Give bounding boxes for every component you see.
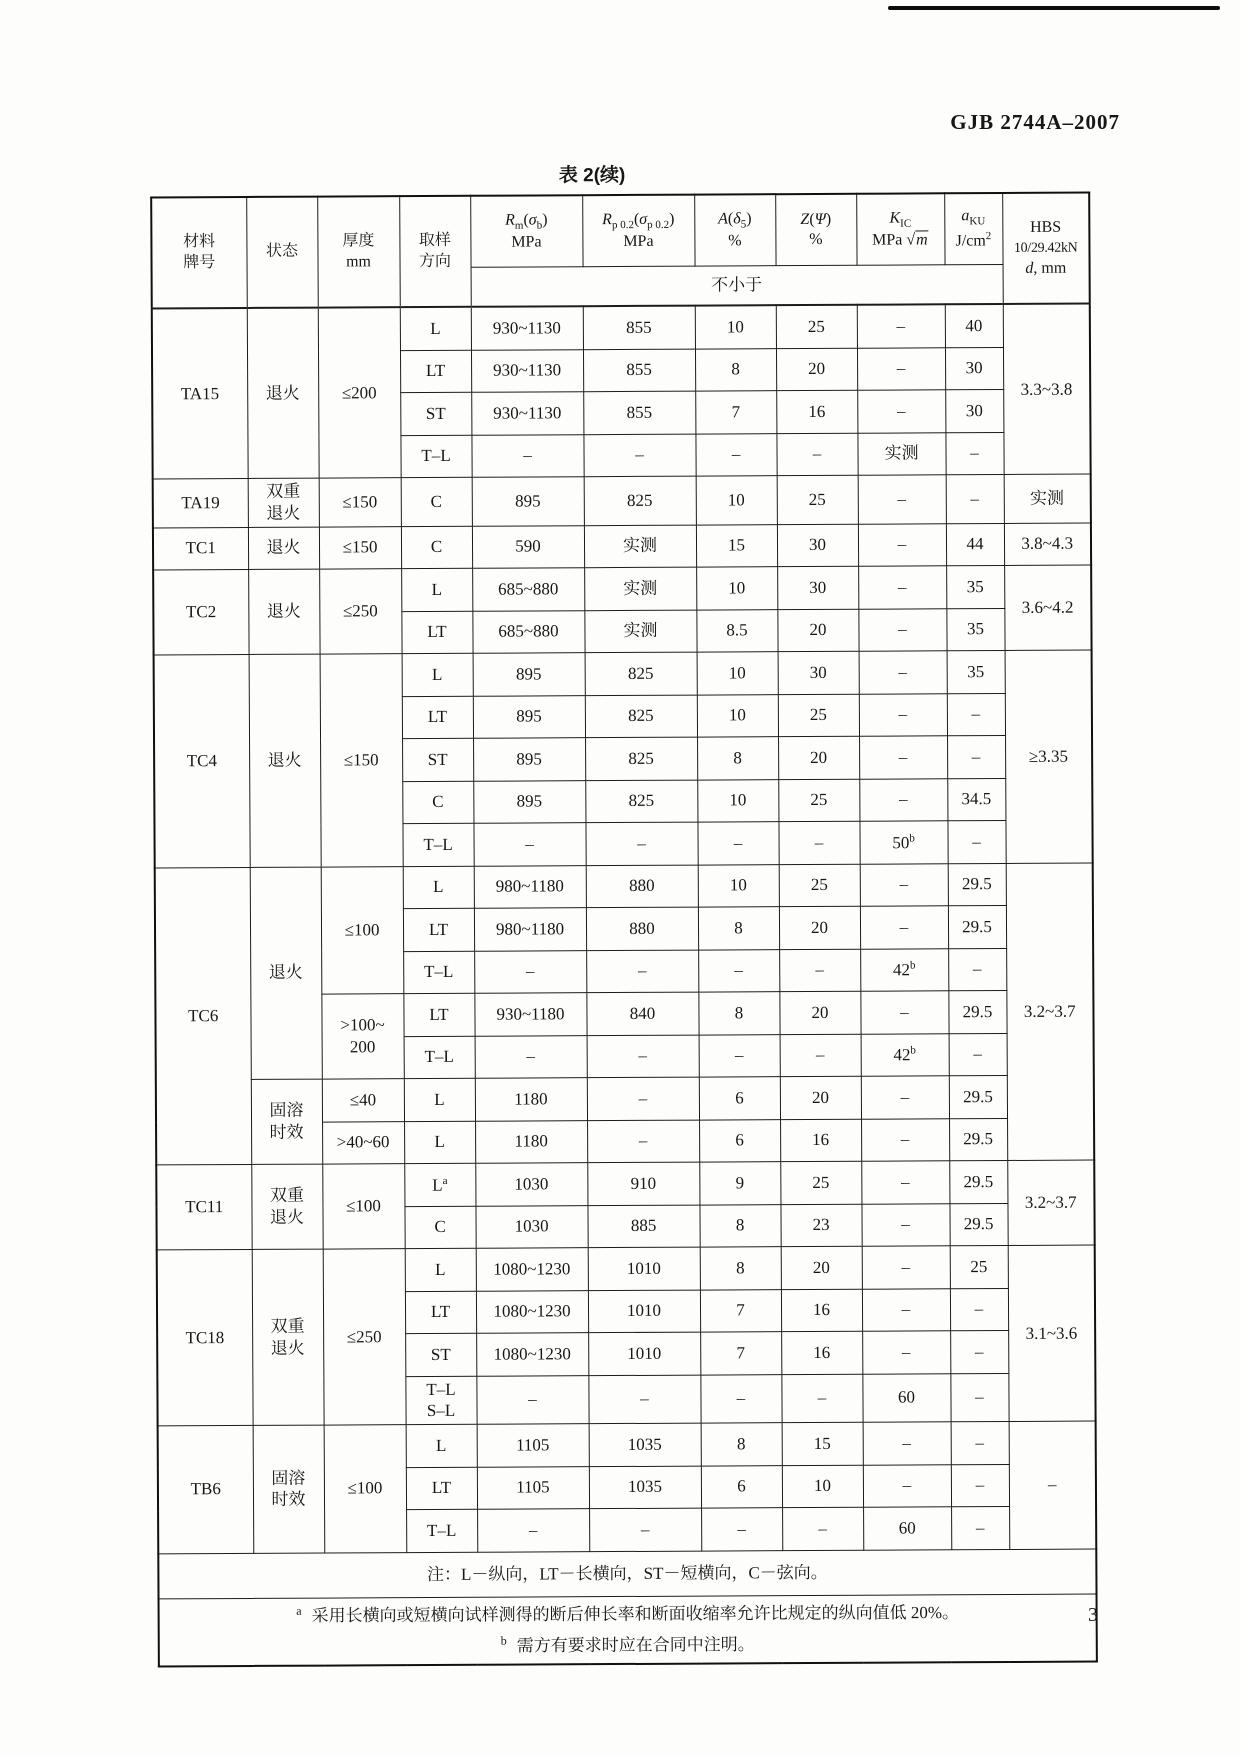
table-cell: 685~880	[472, 610, 584, 653]
table-cell: 10	[697, 779, 778, 822]
table-cell: 8	[698, 992, 779, 1035]
table-cell: ≤150	[319, 526, 401, 569]
table-cell: C	[404, 1206, 475, 1249]
table-cell: T–L S–L	[405, 1376, 476, 1425]
table-cell: 23	[780, 1204, 861, 1247]
table-cell: 3.2~3.7	[1006, 863, 1095, 1161]
table-cell: 1105	[477, 1466, 589, 1509]
table-cell: LT	[406, 1467, 477, 1510]
table-cell: –	[948, 948, 1006, 991]
table-cell: 25	[776, 305, 857, 348]
table-cell: 实测	[1004, 474, 1091, 523]
footnote-b	[161, 1627, 1095, 1663]
table-cell: 7	[700, 1332, 781, 1375]
table-cell: LT	[403, 993, 474, 1036]
page-number: 3	[1088, 1604, 1098, 1626]
table-cell: 退火	[248, 569, 319, 654]
table-cell: 44	[946, 523, 1004, 566]
table-cell: 10	[696, 476, 777, 525]
table-cell: –	[857, 347, 945, 390]
table-row	[154, 650, 1092, 697]
table-cell: 825	[585, 780, 697, 823]
table-cell: 8	[695, 348, 776, 391]
table-cell: 25	[778, 779, 859, 822]
table-cell: 16	[780, 1119, 861, 1162]
table-cell: 29.5	[949, 1203, 1007, 1246]
table-cell: ST	[400, 392, 471, 435]
table-cell: 685~880	[472, 568, 584, 611]
table-cell: LT	[403, 908, 474, 951]
table-cell: –	[863, 1422, 951, 1465]
table-cell: 590	[472, 525, 584, 568]
table-cell: –	[781, 1374, 862, 1423]
table-cell: –	[857, 390, 945, 433]
table-cell: ST	[405, 1333, 476, 1376]
table-cell: ≤250	[323, 1249, 406, 1425]
table-cell: TB6	[158, 1425, 254, 1553]
table-cell: 25	[780, 1161, 861, 1204]
table-row	[153, 474, 1091, 527]
table-cell: 20	[778, 736, 859, 779]
table-cell: –	[589, 1508, 701, 1551]
table-cell: C	[401, 526, 472, 569]
table-cell: –	[779, 949, 860, 992]
table-cell: –	[700, 1374, 781, 1423]
table-cell: 退火	[248, 527, 319, 570]
table-cell: L	[401, 568, 472, 611]
table-cell: –	[862, 1331, 950, 1374]
table-cell: 16	[776, 390, 857, 433]
table-cell: –	[947, 735, 1005, 778]
table-cell: LT	[401, 611, 472, 654]
table-cell: 855	[583, 391, 695, 434]
table-cell: 60	[862, 1373, 950, 1422]
standard-number: GJB 2744A–2007	[950, 110, 1120, 134]
table-block	[150, 158, 1098, 1668]
table-cell: T–L	[406, 1509, 477, 1552]
table-cell: 35	[946, 608, 1004, 651]
table-cell: –	[860, 991, 948, 1034]
table-row	[158, 1421, 1096, 1468]
table-cell: 825	[584, 476, 696, 525]
table-cell: 855	[583, 306, 695, 350]
table-cell: –	[476, 1375, 588, 1424]
table-cell: 3.6~4.2	[1004, 565, 1091, 650]
table-cell: 15	[782, 1422, 863, 1465]
footnote-row	[159, 1594, 1097, 1667]
table-cell: 实测	[857, 432, 945, 475]
table-cell: –	[950, 1288, 1008, 1331]
table-cell: 双重 退火	[252, 1249, 324, 1425]
table-cell: 25	[778, 694, 859, 737]
table-cell: 1010	[588, 1332, 700, 1375]
table-cell: –	[945, 432, 1003, 475]
table-cell: –	[477, 1509, 589, 1552]
table-cell: 15	[696, 524, 777, 567]
footnote-a	[161, 1596, 1095, 1632]
table-cell: 退火	[250, 867, 322, 1080]
col-header-reduction: Z(Ψ) %	[775, 194, 856, 266]
table-cell: –	[859, 693, 947, 736]
table-cell: 3.1~3.6	[1008, 1245, 1096, 1421]
table-cell: –	[950, 1330, 1008, 1373]
table-cell: 29.5	[949, 1118, 1007, 1161]
col-header-aku: $a_{KU}$ $J/cm^2$	[944, 193, 1002, 265]
table-cell: 29.5	[949, 1075, 1007, 1118]
table-cell: 固溶 时效	[251, 1079, 322, 1164]
table-cell: –	[587, 1120, 699, 1163]
table-cell: TA19	[153, 478, 248, 527]
table-cell: –	[778, 821, 859, 864]
table-cell: T–L	[400, 435, 471, 478]
table-cell: –	[699, 1034, 780, 1077]
table-cell: 7	[700, 1289, 781, 1332]
table-cell: 35	[946, 565, 1004, 608]
table-cell: 825	[585, 695, 697, 738]
table-cell: 910	[587, 1162, 699, 1205]
col-header-sampling-direction: 取样 方向	[399, 196, 471, 307]
table-cell: –	[858, 475, 946, 524]
table-cell: 实测	[584, 525, 696, 568]
table-cell: 固溶 时效	[253, 1425, 325, 1553]
table-cell: L	[405, 1248, 476, 1291]
table-row	[153, 565, 1091, 612]
footnote-b-text: 需方有要求时应在合同中注明。	[516, 1634, 755, 1655]
table-cell: 双重 退火	[248, 478, 319, 527]
table-notes	[158, 1549, 1097, 1667]
table-cell: –	[858, 566, 946, 609]
col-header-rp02: $R_{p 0.2}(\sigma_{p 0.2})$ MPa	[582, 195, 694, 267]
table-cell: 895	[473, 738, 585, 781]
table-cell: 10	[697, 694, 778, 737]
table-cell: 20	[780, 1076, 861, 1119]
table-cell: ≥3.35	[1005, 650, 1093, 863]
table-cell: –	[474, 950, 586, 993]
table-cell: 实测	[584, 610, 696, 653]
table-cell: 880	[586, 865, 698, 908]
table-cell: 50$^b$	[859, 821, 947, 864]
table-row	[155, 863, 1093, 910]
table-cell: ≤100	[321, 866, 404, 994]
table-header	[151, 193, 1090, 309]
table-cell: 42$^b$	[860, 948, 948, 991]
table-cell: –	[1009, 1421, 1097, 1549]
table-cell: C	[402, 781, 473, 824]
table-cell: TC6	[155, 867, 252, 1165]
table-cell: 1080~1230	[476, 1333, 588, 1376]
table-cell: L	[404, 1121, 475, 1164]
footnote-a-marker: a	[296, 1603, 302, 1618]
table-cell: –	[862, 1246, 950, 1289]
table-cell: –	[585, 822, 697, 865]
table-cell: 25	[779, 864, 860, 907]
table-cell: –	[860, 906, 948, 949]
table-cell: 930~1130	[471, 349, 583, 392]
table-cell: 9	[699, 1162, 780, 1205]
table-cell: ≤100	[324, 1425, 407, 1553]
col-header-hbs: HBS 10/29.42kN d, mm	[1002, 193, 1090, 304]
table-cell: –	[863, 1464, 951, 1507]
table-cell: –	[857, 304, 945, 347]
table-cell: 8	[698, 907, 779, 950]
table-cell: 930~1130	[471, 306, 583, 350]
table-cell: 16	[781, 1331, 862, 1374]
table-cell: TC2	[153, 569, 248, 654]
table-cell: –	[859, 778, 947, 821]
table-cell: 35	[947, 650, 1005, 693]
table-cell: 25	[777, 475, 858, 524]
table-cell: 895	[473, 653, 585, 696]
table-cell: –	[949, 1033, 1007, 1076]
table-cell: L	[404, 1078, 475, 1121]
table-cell: 退火	[247, 308, 319, 479]
col-header-elongation: $A(\delta_5)$ %	[694, 194, 775, 266]
table-cell: 825	[585, 652, 697, 695]
table-cell: –	[782, 1507, 863, 1550]
table-cell: ≤40	[322, 1079, 404, 1122]
table-cell: 3.8~4.3	[1004, 523, 1091, 566]
table-cell: –	[776, 433, 857, 476]
table-cell: 1180	[475, 1078, 587, 1121]
table-cell: –	[586, 950, 698, 993]
table-cell: 7	[695, 391, 776, 434]
table-cell: 10	[782, 1465, 863, 1508]
table-cell: 42$^b$	[861, 1033, 949, 1076]
table-cell: 880	[586, 907, 698, 950]
table-cell: 60	[863, 1507, 951, 1550]
table-cell: 1010	[588, 1247, 700, 1290]
table-cell: 30	[945, 347, 1003, 390]
table-cell: 双重 退火	[251, 1164, 322, 1249]
table-cell: 1035	[589, 1466, 701, 1509]
table-cell: 20	[776, 348, 857, 391]
table-cell: –	[862, 1288, 950, 1331]
table-cell: –	[861, 1076, 949, 1119]
table-cell: –	[858, 523, 946, 566]
table-cell: –	[860, 863, 948, 906]
table-cell: –	[947, 820, 1005, 863]
table-cell: 30	[945, 389, 1003, 432]
table-cell: –	[587, 1077, 699, 1120]
table-cell: LT	[405, 1291, 476, 1334]
table-row	[156, 1075, 1094, 1122]
table-cell: 实测	[584, 567, 696, 610]
table-cell: 10	[695, 305, 776, 348]
table-cell: 8.5	[696, 609, 777, 652]
table-cell: 30	[778, 651, 859, 694]
col-header-condition: 状态	[246, 197, 318, 308]
table-note: 注：L－纵向，LT－长横向，ST－短横向，C－弦向。	[158, 1549, 1096, 1599]
table-cell: –	[947, 693, 1005, 736]
table-cell: 6	[699, 1119, 780, 1162]
table-cell: 20	[779, 906, 860, 949]
table-cell: 30	[777, 566, 858, 609]
table-cell: 895	[473, 695, 585, 738]
table-cell: 1030	[475, 1205, 587, 1248]
table-cell: –	[697, 822, 778, 865]
subheader-not-less-than: 不小于	[471, 264, 1003, 306]
table-cell: 29.5	[949, 1160, 1007, 1203]
table-cell: 855	[583, 349, 695, 392]
table-cell: L	[403, 866, 474, 909]
table-cell: LT	[400, 350, 471, 393]
top-rule	[888, 6, 1220, 10]
table-title: 表 2(续)	[558, 164, 626, 187]
table-cell: –	[861, 1118, 949, 1161]
table-cell: 20	[777, 609, 858, 652]
table-cell: –	[946, 474, 1004, 523]
table-cell: 1035	[589, 1423, 701, 1466]
col-header-material-grade: 材料 牌号	[151, 197, 247, 308]
table-cell: 6	[701, 1465, 782, 1508]
table-cell: 20	[779, 991, 860, 1034]
table-cell: 930~1130	[471, 392, 583, 435]
table-cell: 8	[699, 1204, 780, 1247]
table-cell: 10	[697, 652, 778, 695]
table-cell: T–L	[402, 823, 473, 866]
table-cell: TC1	[153, 527, 248, 570]
table-cell: 10	[696, 567, 777, 610]
table-row	[153, 523, 1091, 570]
table-cell: 1105	[477, 1424, 589, 1467]
table-cell: 825	[585, 737, 697, 780]
table-cell: –	[698, 949, 779, 992]
table-cell: TC4	[154, 654, 250, 867]
table-cell: –	[858, 608, 946, 651]
table-cell: $L^a$	[404, 1163, 475, 1206]
table-cell: 退火	[249, 654, 321, 867]
material-properties-table	[150, 192, 1098, 1668]
table-cell: T–L	[404, 1036, 475, 1079]
table-cell: L	[400, 307, 471, 350]
table-cell: –	[861, 1161, 949, 1204]
table-cell: 1180	[475, 1120, 587, 1163]
table-cell: L	[402, 653, 473, 696]
table-cell: LT	[402, 696, 473, 739]
table-cell: 1010	[588, 1290, 700, 1333]
table-row	[152, 304, 1090, 352]
table-header-row	[151, 193, 1089, 269]
table-cell: >100~ 200	[321, 994, 403, 1079]
table-cell: T–L	[403, 951, 474, 994]
col-header-thickness: 厚度 mm	[317, 196, 400, 307]
table-cell: 6	[699, 1077, 780, 1120]
table-cell: –	[951, 1506, 1009, 1549]
table-row	[157, 1245, 1095, 1292]
table-cell: 29.5	[948, 863, 1006, 906]
table-cell: 980~1180	[474, 908, 586, 951]
table-cell: 8	[701, 1423, 782, 1466]
table-cell: 840	[586, 992, 698, 1035]
table-cell: ≤250	[319, 569, 401, 654]
table-cell: ≤200	[318, 307, 401, 478]
table-cell: 10	[698, 864, 779, 907]
col-header-rm: $R_m(\sigma_b)$ MPa	[470, 195, 582, 267]
table-cell: 930~1180	[474, 993, 586, 1036]
table-cell: –	[951, 1421, 1009, 1464]
table-cell: 1030	[475, 1163, 587, 1206]
table-cell: 29.5	[948, 990, 1006, 1033]
col-header-kic: $K_{IC}$ MPa √m	[856, 193, 944, 265]
table-cell: –	[859, 651, 947, 694]
table-cell: 25	[950, 1245, 1008, 1288]
table-cell: TA15	[152, 308, 248, 479]
table-cell: 3.3~3.8	[1003, 304, 1091, 475]
table-cell: 20	[781, 1246, 862, 1289]
footnote-block	[159, 1594, 1097, 1667]
table-cell: ≤150	[320, 654, 403, 867]
footnote-a-text: 采用长横向或短横向试样测得的断后伸长率和断面收缩率允许比规定的纵向值低 20%。	[311, 1602, 960, 1625]
table-cell: –	[473, 823, 585, 866]
table-cell: ≤150	[319, 478, 401, 527]
table-cell: –	[583, 434, 695, 477]
note-row	[158, 1549, 1096, 1599]
table-cell: C	[401, 477, 472, 526]
table-row	[156, 1160, 1094, 1207]
table-cell: TC11	[156, 1164, 251, 1249]
table-cell: ST	[402, 738, 473, 781]
table-cell: 1080~1230	[476, 1248, 588, 1291]
table-cell: 885	[587, 1205, 699, 1248]
table-cell: 8	[697, 737, 778, 780]
table-cell: 8	[700, 1247, 781, 1290]
table-cell: –	[950, 1373, 1008, 1422]
table-cell: 980~1180	[474, 865, 586, 908]
table-cell: 40	[945, 304, 1003, 347]
table-body	[152, 304, 1097, 1554]
table-cell: L	[406, 1424, 477, 1467]
table-cell: –	[587, 1035, 699, 1078]
table-cell: –	[475, 1035, 587, 1078]
table-cell: –	[695, 433, 776, 476]
table-cell: –	[471, 434, 583, 477]
table-cell: TC18	[157, 1249, 253, 1425]
table-cell: 16	[781, 1289, 862, 1332]
table-cell: 895	[472, 477, 584, 526]
table-cell: 30	[777, 524, 858, 567]
footnote-b-marker: b	[500, 1633, 507, 1648]
table-cell: 29.5	[948, 905, 1006, 948]
table-cell: 895	[473, 780, 585, 823]
table-cell: –	[588, 1375, 700, 1424]
table-cell: –	[951, 1464, 1009, 1507]
table-cell: –	[701, 1508, 782, 1551]
table-cell: 34.5	[947, 778, 1005, 821]
table-cell: 3.2~3.7	[1007, 1160, 1094, 1245]
table-cell: ≤100	[322, 1164, 404, 1249]
table-cell: –	[780, 1034, 861, 1077]
table-cell: 1080~1230	[476, 1290, 588, 1333]
table-cell: –	[859, 736, 947, 779]
table-cell: >40~60	[322, 1121, 404, 1164]
table-cell: –	[861, 1203, 949, 1246]
